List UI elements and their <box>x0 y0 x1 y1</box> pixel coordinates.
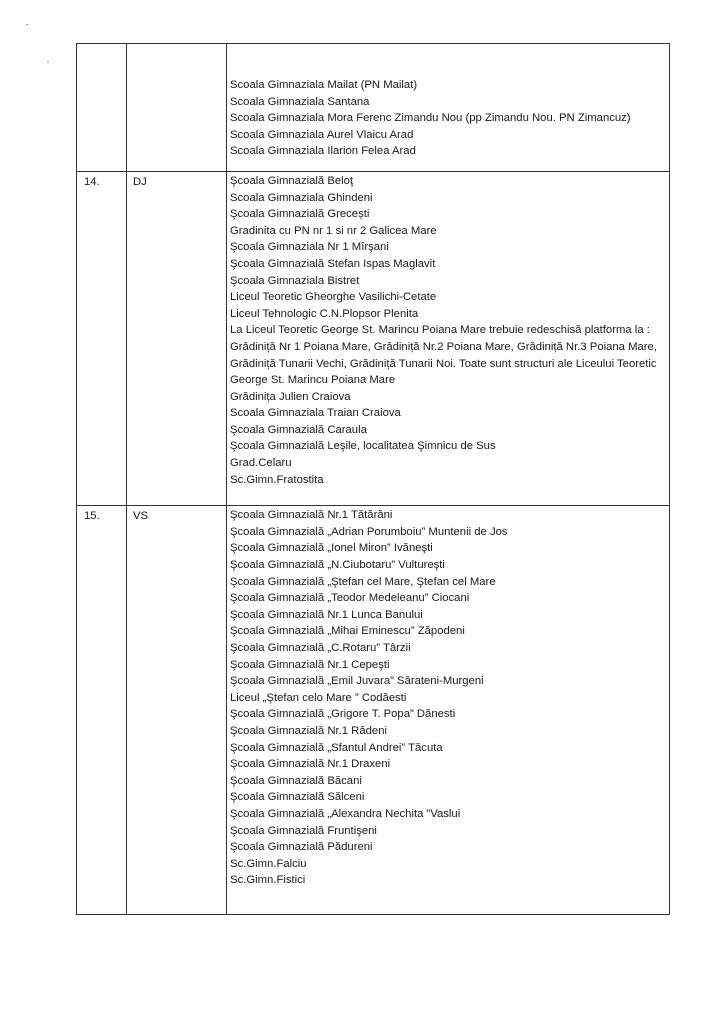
school-list-item: Grad.Celaru <box>230 457 292 470</box>
school-list-item: Sc.Gimn.Falciu <box>230 857 307 870</box>
school-list-item: Şcoala Gimnazială Pădureni <box>230 841 373 854</box>
school-list-item: Şcoala Gimnazială Grecești <box>230 208 370 221</box>
county-code: VS <box>133 510 149 523</box>
county-cell <box>127 506 227 915</box>
table-body <box>77 44 670 915</box>
school-list-item: Şcoala Gimnazială „Emil Juvara” Sărateni-Murgeni <box>230 675 484 688</box>
school-list-item: Sc.Gimn.Fistici <box>230 874 306 887</box>
schools-cell <box>227 506 670 915</box>
row-number-cell <box>77 44 127 172</box>
school-list-item: Şcoala Gimnazială Nr.1 Cepeşti <box>230 658 390 671</box>
school-list-item: Gradinita cu PN nr 1 si nr 2 Galicea Mare <box>230 224 437 237</box>
row-number-cell <box>77 171 127 505</box>
row-number-cell <box>77 506 127 915</box>
school-list-item: Şcoala Gimnazială Nr.1 Tătărăni <box>230 509 393 522</box>
school-list-item: Şcoala Gimnazială Leşile, localitatea Şimnicu de Sus <box>230 440 496 453</box>
school-list-item: Şcoala Gimnazială Băcani <box>230 774 362 787</box>
school-list-item: Şcoala Gimnazială „Ionel Miron” Ivăneşti <box>230 542 433 555</box>
county-code: DJ <box>133 175 147 188</box>
school-list-item: Şcoala Gimnazială „Mihai Eminescu” Zăpodeni <box>230 625 465 638</box>
schools-table <box>76 43 670 915</box>
school-list-item: Scoala Gimnaziala Aurel Vlaicu Arad <box>230 128 414 141</box>
school-list-item: Şcoala Gimnazială Sălceni <box>230 791 365 804</box>
school-list-item: Şcoala Gimnaziala Bistret <box>230 274 360 287</box>
school-list-item: Şcoala Gimnazială Nr.1 Draxeni <box>230 758 391 771</box>
school-list-item: Scoala Gimnaziala Mailat (PN Mailat) <box>230 79 418 91</box>
school-list-item: Scoala Gimnaziala Traian Craiova <box>230 407 401 420</box>
school-list-item: Şcoala Gimnazială „Grigore T. Popa” Dănesti <box>230 708 456 721</box>
school-list-item: Şcoala Gimnaziala Nr 1 Mîrşani <box>230 241 389 254</box>
school-list-item: Şcoala Gimnazială „C.Rotaru” Târzii <box>230 642 411 654</box>
county-cell <box>127 171 227 505</box>
school-list-item: Şcoala Gimnazială „Ştefan cel Mare, Ştefan cel Mare <box>230 575 496 588</box>
school-list-item: Sc.Gimn.Fratostita <box>230 473 324 486</box>
school-list-item: Şcoala Gimnazială „Teodor Medeleanu” Ciocani <box>230 592 470 605</box>
schools-cell <box>227 44 670 172</box>
table-row <box>77 171 670 505</box>
schools-cell <box>227 171 670 505</box>
table-row <box>77 506 670 915</box>
school-list-item: Şcoala Gimnazială „Sfantul Andrei” Tăcuta <box>230 741 443 754</box>
school-list-item: Scoala Gimnaziala Santana <box>230 95 370 108</box>
row-number: 15. <box>84 510 100 523</box>
school-list-item: La Liceul Teoretic George St. Marincu Poiana Mare trebuie redeschisă platforma la : Grădiniță Nr 1 Poiana Mare, Grădiniță Nr.2 Poiana Mare, Grădiniță Nr.3 Poiana Mare, Grădiniță Tunarii Vechi, Grădiniță Tunarii Noi. Toate sunt structuri ale Liceului Teoretic George St. Marincu Poiana Mare <box>230 324 657 387</box>
county-cell <box>127 44 227 172</box>
school-list-item: Şcoala Gimnazială Stefan Ispas Maglavit <box>230 257 436 270</box>
row-number: 14. <box>84 175 100 188</box>
school-list-item: Şcoala Gimnazială Caraula <box>230 423 367 436</box>
school-list-item: Şcoala Gimnazială „Adrian Porumboiu” Muntenii de Jos <box>230 525 508 538</box>
school-list-item: Liceul Tehnologic C.N.Plopsor Plenita <box>230 307 419 320</box>
school-list-item: Şcoala Gimnazială Nr.1 Lunca Banului <box>230 608 423 621</box>
school-list-item: Scoala Gimnaziala Ilarion Felea Arad <box>230 145 416 158</box>
school-list-item: Şcoala Gimnazială „Alexandra Nechita ”Vaslui <box>230 807 461 820</box>
school-list-item: Grădinița Julien Craiova <box>230 390 351 403</box>
school-list-item: Şcoala Gimnazială Nr.1 Rădeni <box>230 724 387 737</box>
school-list-item: Şcoala Gimnazială Beloţ <box>230 174 354 187</box>
scan-speck <box>26 24 28 25</box>
school-list-item: Scoala Gimnaziala Mora Ferenc Zimandu Nou (pp Zimandu Nou. PN Zimancuz) <box>230 112 631 125</box>
school-list-item: Şcoala Gimnazială Fruntişeni <box>230 824 377 837</box>
school-list-item: Şcoala Gimnazială „N.Ciubotaru” Vultureşti <box>230 559 445 572</box>
school-list-item: Liceul Teoretic Gheorghe Vasilichi-Cetate <box>230 291 437 304</box>
school-list-item: Liceul „Ştefan celo Mare ” Codăesti <box>230 691 407 704</box>
scan-speck <box>47 61 49 62</box>
table-row <box>77 44 670 172</box>
school-list-item: Scoala Gimnaziala Ghindeni <box>230 191 373 204</box>
